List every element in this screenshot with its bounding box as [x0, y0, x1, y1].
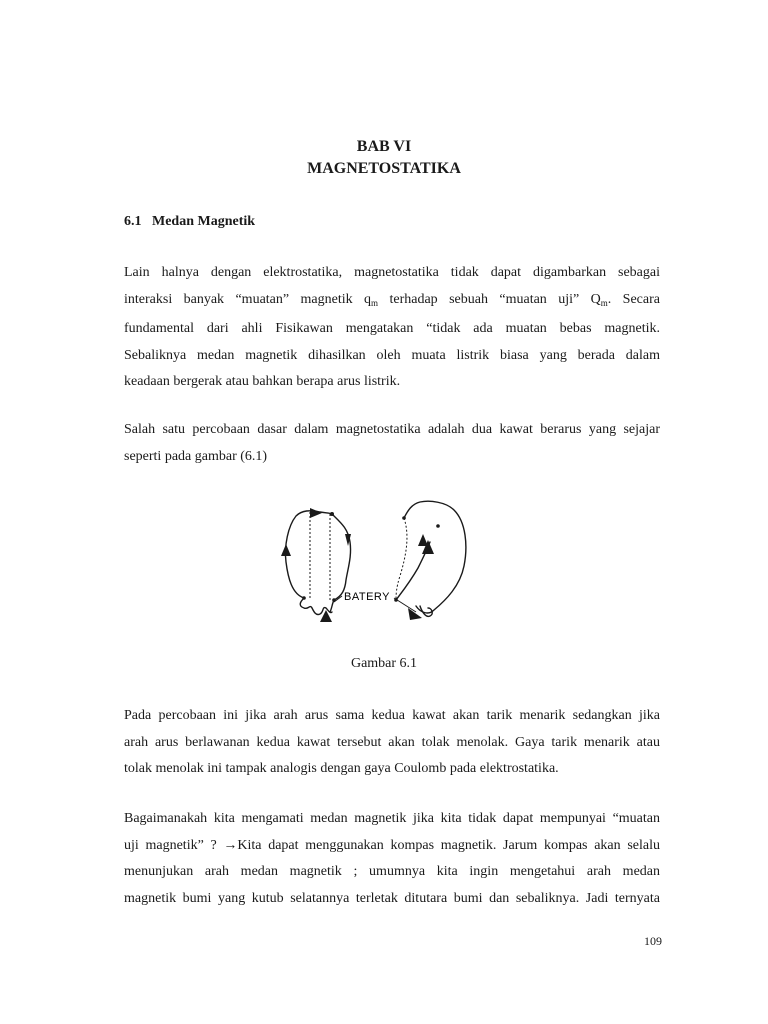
text-run: interaksi banyak “muatan” magnetik q [124, 291, 372, 307]
text-run: terhadap sebuah “muatan uji” Q [378, 291, 601, 307]
arrow-up-icon [281, 544, 291, 556]
page-number: 109 [644, 934, 662, 948]
paragraph-line [124, 287, 660, 317]
right-battery-loop [420, 606, 432, 616]
wire-dot [330, 512, 334, 516]
battery-pointer-line [394, 598, 416, 612]
chapter-label: BAB VI [356, 138, 412, 155]
paragraph-line: Lain halnya dengan elektrostatika, magnetostatika tidak dapat digambarkan sebagai [124, 265, 660, 280]
parallel-wires-diagram [270, 496, 480, 634]
figure-caption: Gambar 6.1 [350, 656, 418, 671]
paragraph-line: Pada percobaan ini jika arah arus sama kedua kawat akan tarik menarik sedangkan jika [124, 708, 660, 723]
paragraph-line: uji magnetik” ? →Kita dapat menggunakan kompas magnetik. Jarum kompas akan selalu [124, 837, 660, 853]
section-number: 6.1 [124, 214, 142, 229]
arrow-right-icon [310, 508, 322, 518]
paragraph-line: Bagaimanakah kita mengamati medan magnetik jika kita tidak dapat mempunyai “muatan [124, 811, 660, 826]
left-wire-lead-right [330, 600, 334, 612]
subscript: m [600, 297, 608, 308]
paragraph-line: magnetik bumi yang kutub selatannya terletak ditutara bumi dan sebaliknya. Jadi ternyata [124, 890, 660, 906]
paragraph-line: tolak menolak ini tampak analogis dengan gaya Coulomb pada elektrostatika. [124, 761, 559, 776]
paragraph-line: fundamental dari ahli Fisikawan mengatakan “tidak ada muatan bebas magnetik. [124, 321, 660, 336]
paragraph-line: arah arus berlawanan kedua kawat tersebut akan tolak menolak. Gaya tarik menarik atau [124, 734, 660, 750]
text-run: . Secara [607, 291, 660, 307]
section-title: Medan Magnetik [152, 214, 256, 229]
paragraph-line: seperti pada gambar (6.1) [124, 448, 268, 464]
paragraph-line: Sebaliknya medan magnetik dihasilkan oleh muata listrik biasa yang berada dalam [124, 347, 660, 363]
paragraph-3 [124, 703, 660, 783]
figure-parallel-wires [270, 496, 480, 634]
paragraph-line: Salah satu percobaan dasar dalam magnetostatika adalah dua kawat berarus yang sejajar [124, 422, 660, 437]
paragraph-4 [124, 806, 660, 912]
left-wire-lead [300, 598, 332, 615]
left-wire-loop [285, 511, 350, 600]
paragraph-1 [124, 260, 660, 396]
chapter-title: MAGNETOSTATIKA [307, 160, 461, 177]
wire-dot [402, 516, 406, 520]
wire-dot [436, 524, 440, 528]
paragraph-line: menunjukan arah medan magnetik ; umumnya kita ingin mengetahui arah medan [124, 864, 660, 879]
paragraph-line: keadaan bergerak atau bahkan berapa arus listrik. [124, 374, 401, 389]
subscript: m [371, 297, 379, 308]
battery-label: BATERY [344, 591, 390, 603]
section-heading [124, 212, 255, 232]
paragraph-2 [124, 417, 660, 470]
right-wire-loop [404, 501, 466, 613]
wire-dot [302, 596, 306, 600]
